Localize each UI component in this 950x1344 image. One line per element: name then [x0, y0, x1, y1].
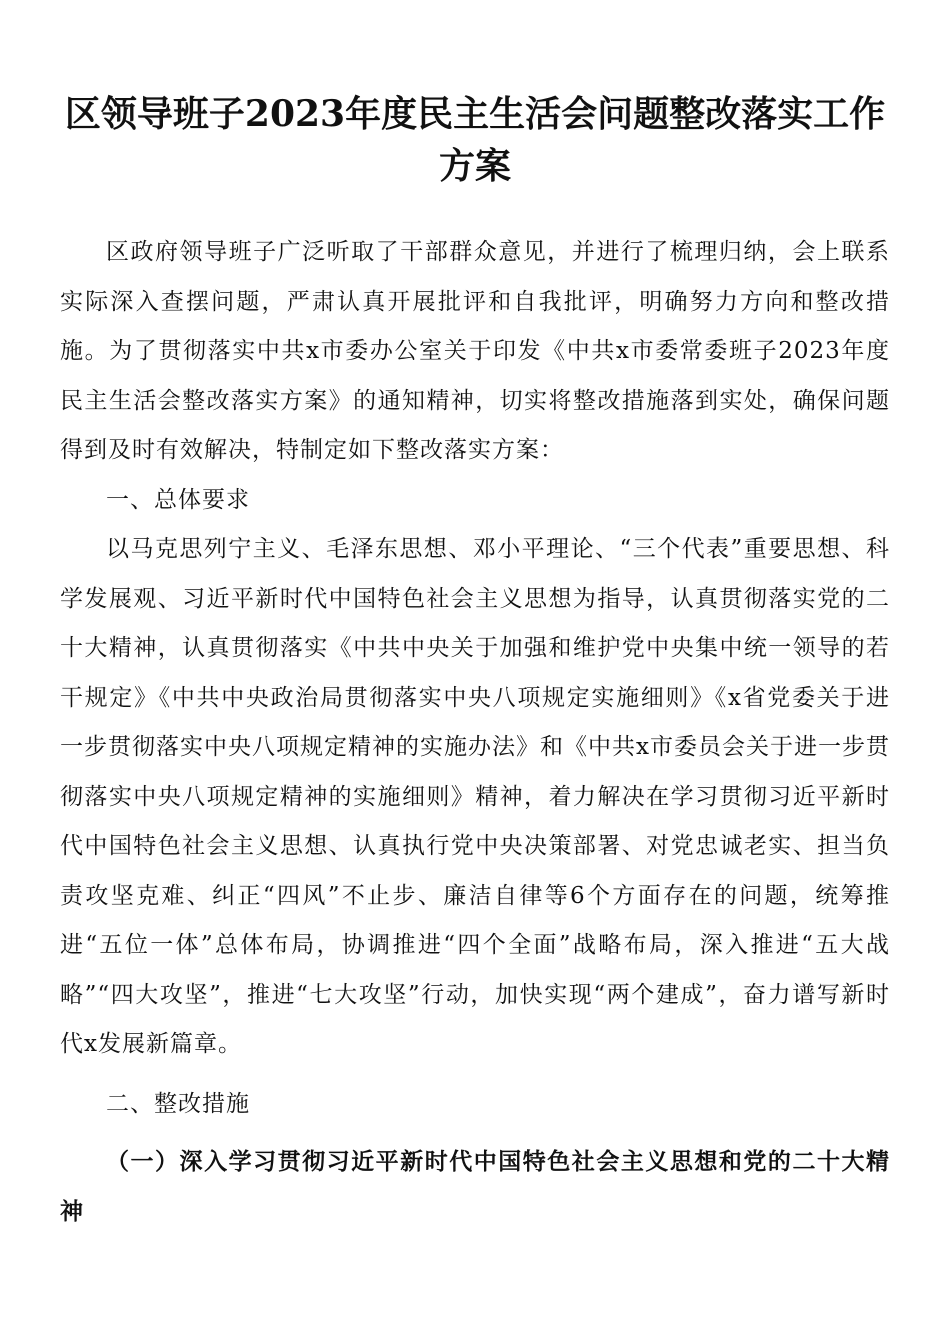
section-heading-general-requirements: 一、总体要求 [106, 486, 250, 513]
document-title: 区领导班子2023年度民主生活会问题整改落实工作方案 [64, 93, 886, 187]
general-requirements-paragraph: 以马克思列宁主义、毛泽东思想、邓小平理论、“三个代表”重要思想、科学发展观、习近平新时代中国特色社会主义思想为指导，认真贯彻落实党的二十大精神，认真贯彻落实《中共中央关于加强和维护党中央集中统一领导的若干规定》《中共中央政治局贯彻落实中央八项规定实施细则》《x省党委关于进一步贯彻落实中央八项规定精神的实施办法》和《中共x市委员会关于进一步贯彻落实中央八项规定精神的实施细则》精神，着力解决在学习贯彻习近平新时代中国特色社会主义思想、认真执行党中央决策部署、对党忠诚老实、担当负责攻坚克难、纠正“四风”不止步、廉洁自律等6个方面存在的问题，统筹推进“五位一体”总体布局，协调推进“四个全面”战略布局，深入推进“五大战略”“四大攻坚”，推进“七大攻坚”行动，加快实现“两个建成”，奋力谱写新时代x发展新篇章。 [60, 536, 890, 1057]
document-page [60, 88, 890, 1236]
intro-paragraph: 区政府领导班子广泛听取了干部群众意见，并进行了梳理归纳，会上联系实际深入查摆问题，严肃认真开展批评和自我批评，明确努力方向和整改措施。为了贯彻落实中共x市委办公室关于印发《中共x市委常委班子2023年度民主生活会整改落实方案》的通知精神，切实将整改措施落到实处，确保问题得到及时有效解决，特制定如下整改落实方案： [60, 239, 890, 463]
section-heading-rectification-measures: 二、整改措施 [106, 1090, 250, 1117]
subsection-heading-study-thought: （一）深入学习贯彻习近平新时代中国特色社会主义思想和党的二十大精神 [60, 1148, 890, 1225]
